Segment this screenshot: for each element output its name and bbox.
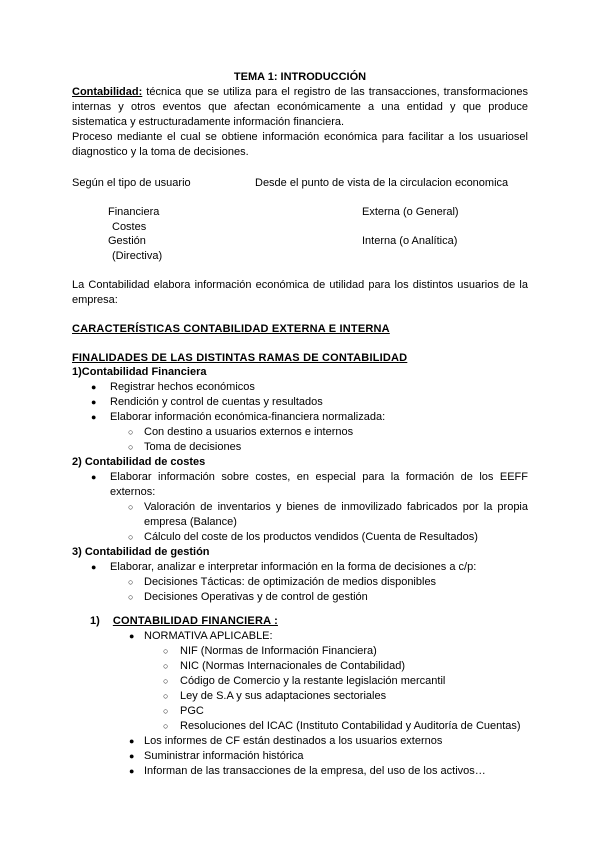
section1-heading: [90, 614, 278, 629]
sub-list-item: ○ PGC: [163, 705, 204, 717]
bullet-icon: ●: [91, 412, 97, 422]
sub-list-item: ○ Decisiones Tácticas: de optimización de medios disponibles: [128, 576, 437, 588]
financial-list: [72, 380, 528, 455]
circle-icon: ○: [163, 646, 169, 656]
sub-list-item: ○ Código de Comercio y la restante legislación mercantil: [163, 675, 446, 687]
sub-list-item: ○ NIC (Normas Internacionales de Contabilidad): [163, 660, 405, 672]
purposes-block: [72, 365, 528, 605]
classification-left-header: Según el tipo de usuario: [72, 177, 191, 189]
bullet-icon: ●: [129, 766, 135, 776]
circle-icon: ○: [163, 721, 169, 731]
costs-list: [72, 470, 528, 545]
heading-characteristics: CARACTERÍSTICAS CONTABILIDAD EXTERNA E INTERNA: [72, 323, 390, 335]
definition-text: técnica que se utiliza para el registro de las transacciones, transformaciones internas y otros eventos que afectan económicamente a una entidad y que produce sistematica y estructuradamente información financiera.: [72, 86, 528, 128]
list-item: ● Elaborar, analizar e interpretar información en la forma de decisiones a c/p:: [91, 561, 477, 573]
class-item-directiva: (Directiva): [112, 250, 163, 262]
process-paragraph: Proceso mediante el cual se obtiene información económica para facilitar a los usuariosel diagnostico y la toma de decisiones.: [72, 131, 528, 158]
list-item: ● Suministrar información histórica: [129, 750, 304, 762]
bullet-icon: ●: [91, 472, 97, 482]
bullet-icon: ●: [129, 751, 135, 761]
circle-icon: ○: [128, 427, 134, 437]
page-title: TEMA 1: INTRODUCCIÓN: [233, 71, 367, 83]
costs-title: 2) Contabilidad de costes: [72, 456, 206, 468]
bullet-icon: ●: [129, 631, 135, 641]
sub-list-item: ○ Con destino a usuarios externos e internos: [128, 426, 354, 438]
circle-icon: ○: [128, 592, 134, 602]
list-item: ● Elaborar información económica-financiera normalizada:: [91, 411, 386, 423]
list-item: ● Los informes de CF están destinados a los usuarios externos: [129, 735, 443, 747]
circle-icon: ○: [128, 577, 134, 587]
definition-paragraph: [72, 85, 528, 130]
list-item: ● Informan de las transacciones de la empresa, del uso de los activos…: [129, 765, 486, 777]
bullet-icon: ●: [91, 397, 97, 407]
bullet-icon: ●: [129, 736, 135, 746]
circle-icon: ○: [128, 502, 134, 512]
sub-list-item: ○ Decisiones Operativas y de control de gestión: [128, 591, 368, 603]
section1-block: [72, 629, 528, 779]
class-item-interna: Interna (o Analítica): [362, 235, 458, 247]
circle-icon: ○: [163, 706, 169, 716]
circle-icon: ○: [128, 442, 134, 452]
section1-number: 1): [90, 615, 100, 627]
sub-list-item: ○ Cálculo del coste de los productos vendidos (Cuenta de Resultados): [128, 531, 478, 543]
financial-title: 1)Contabilidad Financiera: [72, 366, 207, 378]
list-item: ● Rendición y control de cuentas y resultados: [91, 396, 323, 408]
bullet-icon: ●: [91, 562, 97, 572]
sub-list-item: ○ Resoluciones del ICAC (Instituto Contabilidad y Auditoría de Cuentas): [163, 720, 521, 732]
sub-list-item: ○ NIF (Normas de Información Financiera): [163, 645, 377, 657]
management-title: 3) Contabilidad de gestión: [72, 546, 210, 558]
circle-icon: ○: [128, 532, 134, 542]
circle-icon: ○: [163, 691, 169, 701]
class-item-costes: Costes: [112, 221, 147, 233]
class-item-financiera: Financiera: [108, 206, 160, 218]
bullet-icon: ●: [91, 382, 97, 392]
list-item: ● NORMATIVA APLICABLE:: [129, 630, 273, 642]
sub-list-item: ○ Toma de decisiones: [128, 441, 242, 453]
section1-title: CONTABILIDAD FINANCIERA :: [112, 615, 278, 627]
circle-icon: ○: [163, 661, 169, 671]
definition-term: Contabilidad:: [72, 86, 143, 98]
sub-list-item: ○ Valoración de inventarios y bienes de inmovilizado fabricados por la propia empresa (Balance): [128, 501, 528, 528]
sub-list-item: ○ Ley de S.A y sus adaptaciones sectoriales: [163, 690, 387, 702]
list-item: ● Elaborar información sobre costes, en especial para la formación de los EEFF externos:: [91, 471, 528, 498]
intro-users-paragraph: La Contabilidad elabora información económica de utilidad para los distintos usuarios de la empresa:: [72, 279, 528, 306]
section1-list: [72, 629, 528, 779]
list-item: ● Registrar hechos económicos: [91, 381, 255, 393]
class-item-externa: Externa (o General): [362, 206, 459, 218]
class-item-gestion: Gestión: [108, 235, 146, 247]
management-list: [72, 560, 528, 605]
classification-right-header: Desde el punto de vista de la circulacion economica: [255, 177, 509, 189]
heading-purposes: FINALIDADES DE LAS DISTINTAS RAMAS DE CONTABILIDAD: [72, 352, 408, 364]
circle-icon: ○: [163, 676, 169, 686]
